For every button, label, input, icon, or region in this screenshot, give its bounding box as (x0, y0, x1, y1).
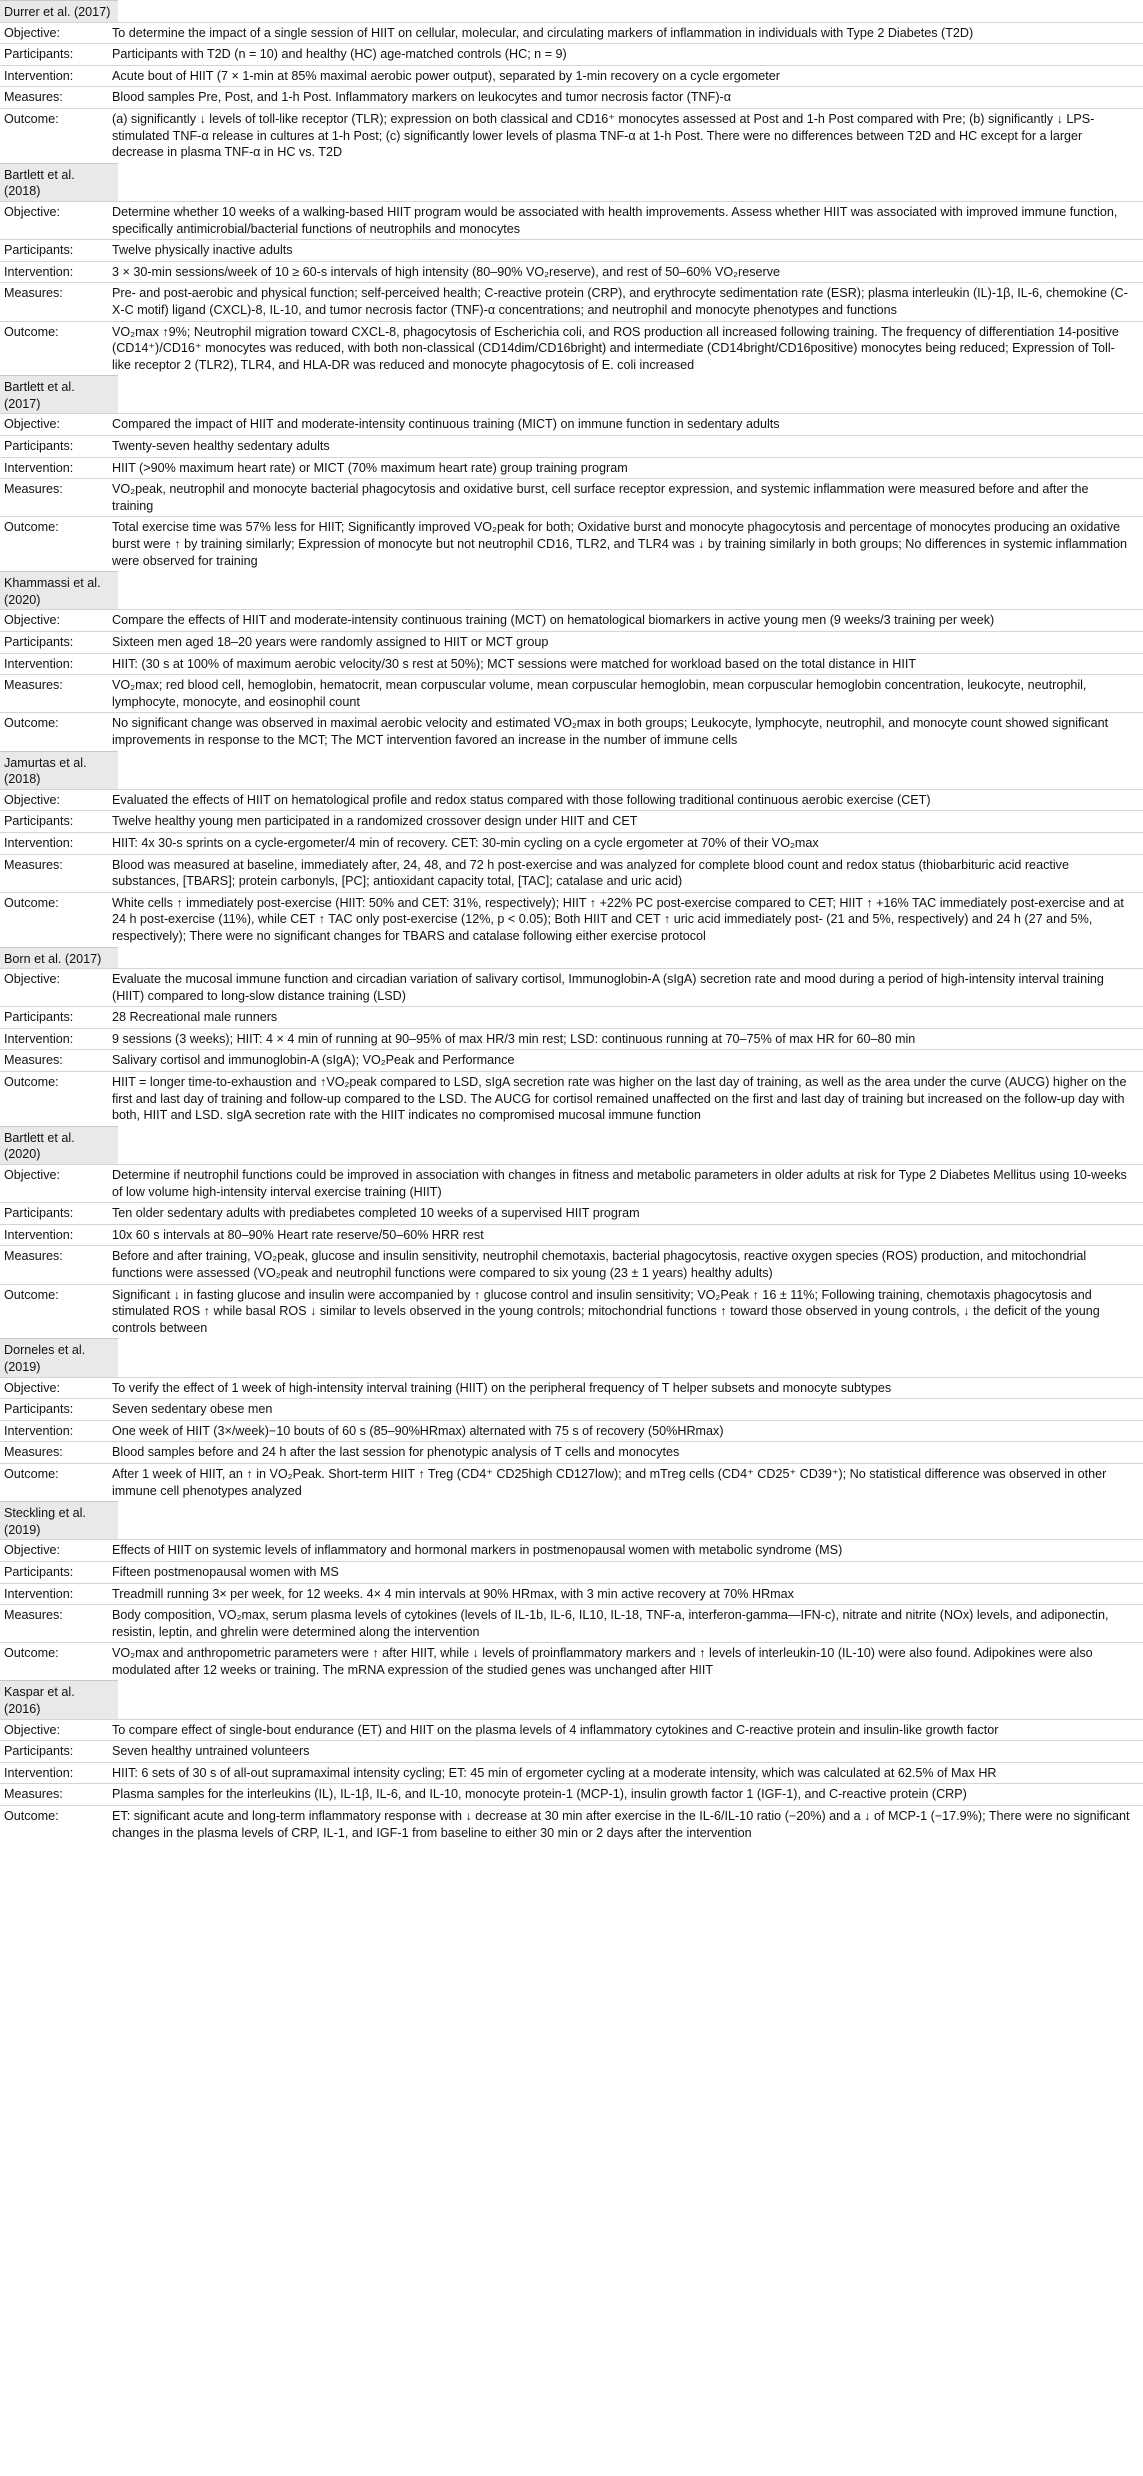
outcome-label: Outcome: (4, 1075, 59, 1090)
row-objective (0, 1377, 1143, 1399)
objective-text: To verify the effect of 1 week of high-intensity interval training (HIIT) on the peripheral frequency of T helper subsets and monocyte subtypes (112, 1380, 892, 1395)
intervention-label: Intervention: (4, 1586, 74, 1601)
intervention-text: Treadmill running 3× per week, for 12 weeks. 4× 4 min intervals at 90% HRmax, with 3 min active recovery at 70% HRmax (112, 1586, 794, 1601)
row-objective (0, 1539, 1143, 1561)
study-block (0, 1501, 1143, 1680)
row-participants (0, 1398, 1143, 1420)
outcome-text: No significant change was observed in maximal aerobic velocity and estimated VO₂max in both groups; Leukocyte, lymphocyte, neutrophil, and monocyte count showed significant improvements in response to the MCT; The MCT intervention favored an increase in the number of immune cells (112, 716, 1109, 747)
row-intervention (0, 653, 1143, 675)
row-intervention (0, 457, 1143, 479)
outcome-text: VO₂max and anthropometric parameters were ↑ after HIIT, while ↓ levels of proinflammatory markers and ↑ levels of interleukin-10 (IL-10) were also found. Adipokines were also modulated after 12 weeks or training. The mRNA expression of the studied genes was unchanged after HIIT (112, 1646, 1093, 1677)
measures-text: Plasma samples for the interleukins (IL), IL-1β, IL-6, and IL-10, monocyte protein-1 (MCP-1), insulin growth factor 1 (IGF-1), and C-reactive protein (CRP) (112, 1787, 967, 1802)
intervention-label: Intervention: (4, 1765, 74, 1780)
outcome-label: Outcome: (4, 716, 59, 731)
objective-label: Objective: (4, 1722, 60, 1737)
outcome-label: Outcome: (4, 1646, 59, 1661)
intervention-label: Intervention: (4, 264, 74, 279)
row-intervention (0, 261, 1143, 283)
study-block (0, 1338, 1143, 1501)
participants-text: Participants with T2D (n = 10) and healthy (HC) age-matched controls (HC; n = 9) (112, 47, 567, 62)
row-objective (0, 789, 1143, 811)
row-intervention (0, 832, 1143, 854)
participants-label: Participants: (4, 243, 74, 258)
row-measures (0, 1441, 1143, 1463)
row-outcome (0, 892, 1143, 947)
study-block (0, 571, 1143, 750)
objective-text: Compare the effects of HIIT and moderate-intensity continuous training (MCT) on hematological biomarkers in active young men (9 weeks/3 training per week) (112, 613, 995, 628)
measures-text: Pre- and post-aerobic and physical function; self-perceived health; C-reactive protein (CRP), and erythrocyte sedimentation rate (ESR); plasma interleukin (IL)-1β, IL-6, chemokine (C-X-C motif) ligand (CXCL)-8, IL-10, and tumor necrosis factor (TNF)-α concentrations; and neutrophil and monocyte phenotypes and functions (112, 286, 1128, 317)
study-title: Bartlett et al. (2018) (0, 163, 118, 201)
participants-text: Sixteen men aged 18–20 years were randomly assigned to HIIT or MCT group (112, 635, 549, 649)
participants-label: Participants: (4, 47, 74, 62)
row-participants (0, 1740, 1143, 1762)
intervention-text: HIIT: (30 s at 100% of maximum aerobic velocity/30 s rest at 50%); MCT sessions were matched for workload based on the total distance in HIIT (112, 656, 917, 671)
study-title: Bartlett et al. (2020) (0, 1126, 118, 1164)
row-measures (0, 1783, 1143, 1805)
intervention-label: Intervention: (4, 460, 74, 475)
row-objective (0, 201, 1143, 239)
objective-text: Determine whether 10 weeks of a walking-based HIIT program would be associated with health improvements. Assess whether HIIT was associated with improved immune function, specifically antimicrobial/bacterial functions of neutrophils and monocytes (112, 204, 1118, 236)
row-outcome (0, 1463, 1143, 1501)
objective-text: Effects of HIIT on systemic levels of inflammatory and hormonal markers in postmenopausal women with metabolic syndrome (MS) (112, 1543, 843, 1558)
outcome-label: Outcome: (4, 895, 59, 910)
study-block (0, 1126, 1143, 1339)
row-intervention (0, 1420, 1143, 1442)
objective-label: Objective: (4, 613, 60, 628)
outcome-text: Total exercise time was 57% less for HIIT; Significantly improved VO₂peak for both; Oxidative burst and monocyte phagocytosis and percentage of monocytes producing an oxidative burst were ↑ by training similarly; Expression of monocyte but not neutrophil CD16, TLR2, and TLR4 was ↓ by training similarly in both groups; No differences in systemic inflammation were observed for training (112, 520, 1127, 568)
participants-label: Participants: (4, 635, 74, 649)
objective-label: Objective: (4, 1380, 60, 1395)
outcome-label: Outcome: (4, 1287, 59, 1302)
objective-label: Objective: (4, 204, 60, 219)
measures-label: Measures: (4, 678, 63, 693)
objective-text: Determine if neutrophil functions could be improved in association with changes in fitness and metabolic parameters in older adults at risk for Type 2 Diabetes Mellitus using 10-weeks of low volume high-intensity interval exercise training (HIIT) (112, 1168, 1127, 1199)
outcome-label: Outcome: (4, 1809, 59, 1824)
measures-text: Blood samples before and 24 h after the last session for phenotypic analysis of T cells and monocytes (112, 1445, 680, 1460)
row-outcome (0, 1284, 1143, 1339)
study-title: Kaspar et al. (2016) (0, 1680, 118, 1718)
intervention-text: 3 × 30-min sessions/week of 10 ≥ 60-s intervals of high intensity (80–90% VO₂reserve), and rest of 50–60% VO₂reserve (112, 264, 781, 279)
row-intervention (0, 1583, 1143, 1605)
intervention-text: HIIT: 4x 30-s sprints on a cycle-ergometer/4 min of recovery. CET: 30-min cycling on a cycle ergometer at 70% of their VO₂max (112, 835, 819, 850)
study-title: Jamurtas et al. (2018) (0, 751, 118, 789)
participants-label: Participants: (4, 1206, 74, 1221)
outcome-label: Outcome: (4, 111, 59, 126)
intervention-text: HIIT: 6 sets of 30 s of all-out supramaximal intensity cycling; ET: 45 min of ergometer cycling at a moderate intensity, which was calculated at 62.5% of Max HR (112, 1765, 997, 1780)
intervention-label: Intervention: (4, 835, 74, 850)
row-participants (0, 631, 1143, 653)
study-block (0, 751, 1143, 947)
study-block (0, 1680, 1143, 1843)
row-outcome (0, 108, 1143, 163)
objective-label: Objective: (4, 972, 60, 987)
row-measures (0, 1604, 1143, 1642)
objective-label: Objective: (4, 1168, 60, 1183)
row-outcome (0, 1805, 1143, 1843)
participants-text: 28 Recreational male runners (112, 1010, 278, 1025)
objective-text: To compare effect of single-bout endurance (ET) and HIIT on the plasma levels of 4 inflammatory cytokines and C-reactive protein and insulin-like growth factor (112, 1722, 999, 1737)
measures-text: VO₂max; red blood cell, hemoglobin, hematocrit, mean corpuscular volume, mean corpuscular hemoglobin, mean corpuscular hemoglobin concentration, leukocyte, neutrophil, lymphocyte, monocyte, and eosinophil count (112, 678, 1087, 709)
participants-label: Participants: (4, 1010, 74, 1025)
row-measures (0, 86, 1143, 108)
participants-text: Twelve physically inactive adults (112, 243, 293, 258)
intervention-text: Acute bout of HIIT (7 × 1-min at 85% maximal aerobic power output), separated by 1-min recovery on a cycle ergometer (112, 68, 780, 83)
participants-label: Participants: (4, 1402, 74, 1417)
intervention-label: Intervention: (4, 68, 74, 83)
row-measures (0, 478, 1143, 516)
row-participants (0, 810, 1143, 832)
row-measures (0, 1049, 1143, 1071)
row-participants (0, 43, 1143, 65)
row-outcome (0, 712, 1143, 750)
participants-text: Seven healthy untrained volunteers (112, 1744, 310, 1759)
outcome-text: (a) significantly ↓ levels of toll-like receptor (TLR); expression on both classical and CD16⁺ monocytes assessed at Post and 1-h Post compared with Pre; (b) significantly ↓ LPS-stimulated TNF-α release in cultures at 1-h Post; (c) significantly lower levels of plasma TNF-α at 1-h Post. There were no differences between T2D and HC except for a larger decrease in plasma TNF-α in HC vs. T2D (112, 111, 1095, 160)
measures-label: Measures: (4, 286, 63, 301)
row-outcome (0, 1071, 1143, 1126)
study-block (0, 947, 1143, 1126)
row-measures (0, 282, 1143, 320)
measures-text: Body composition, VO₂max, serum plasma levels of cytokines (levels of IL-1b, IL-6, IL10, IL-18, TNF-a, interferon-gamma—IFN-c), nitrate and nitrite (NOx) levels, and adiponectin, resistin, leptin, and ghrelin were determined along the intervention (112, 1608, 1109, 1639)
measures-label: Measures: (4, 1053, 63, 1068)
intervention-label: Intervention: (4, 1423, 74, 1438)
objective-text: Evaluate the mucosal immune function and circadian variation of salivary cortisol, Immunoglobin-A (sIgA) secretion rate and mood during a period of high-intensity interval training (HIIT) compared to long-slow distance training (LSD) (112, 972, 1104, 1003)
measures-label: Measures: (4, 482, 63, 497)
objective-label: Objective: (4, 792, 60, 807)
row-participants (0, 1202, 1143, 1224)
objective-text: Compared the impact of HIIT and moderate-intensity continuous training (MICT) on immune function in sedentary adults (112, 417, 780, 432)
study-title: Khammassi et al. (2020) (0, 571, 118, 609)
measures-text: Blood was measured at baseline, immediately after, 24, 48, and 72 h post-exercise and was analyzed for complete blood count and redox status (thiobarbituric acid reactive substances, [TBARS]; protein carbonyls, [PC]; antioxidant capacity total, [TAC]; catalase and uric acid) (112, 857, 1069, 889)
study-title: Durrer et al. (2017) (0, 0, 118, 22)
intervention-label: Intervention: (4, 1031, 74, 1046)
study-title: Born et al. (2017) (0, 947, 118, 969)
outcome-text: VO₂max ↑9%; Neutrophil migration toward CXCL-8, phagocytosis of Escherichia coli, and ROS production all increased following training. The frequency of differentiation 14-positive (CD14⁺)/CD16⁺ monocytes was reduced, with both non-classical (CD14dim/CD16bright) and intermediate (CD14bright/CD16positive) monocytes being reduced; Expression of Toll-like receptor 2 (TLR2), TLR4, and HLA-DR was reduced and monocyte phagocytosis of E. coli increased (112, 324, 1119, 372)
measures-text: VO₂peak, neutrophil and monocyte bacterial phagocytosis and oxidative burst, cell surface receptor expression, and systemic inflammation were measured before and after the training (112, 482, 1089, 513)
study-block (0, 0, 1143, 163)
objective-text: Evaluated the effects of HIIT on hematological profile and redox status compared with those following traditional continuous aerobic exercise (CET) (112, 792, 931, 807)
row-intervention (0, 65, 1143, 87)
measures-label: Measures: (4, 857, 63, 872)
row-intervention (0, 1028, 1143, 1050)
outcome-text: After 1 week of HIIT, an ↑ in VO₂Peak. Short-term HIIT ↑ Treg (CD4⁺ CD25high CD127low); and mTreg cells (CD4⁺ CD25⁺ CD39⁺); No statistical difference was observed in other immune cell phenotypes analyzed (112, 1466, 1107, 1498)
intervention-text: 10x 60 s intervals at 80–90% Heart rate reserve/50–60% HRR rest (112, 1227, 484, 1242)
outcome-label: Outcome: (4, 520, 59, 535)
row-objective (0, 22, 1143, 44)
outcome-text: HIIT = longer time-to-exhaustion and ↑VO₂peak compared to LSD, sIgA secretion rate was higher on the last day of training, as well as the area under the curve (AUCG) higher on the first and last day of training and follow-up compared to the LSD. The AUCG for cortisol remained unaffected on the first and last day of training but increased on the follow-up day with both, HIIT and LSD. sIgA secretion rate with the HIIT indicates no compromised mucosal immune function (112, 1075, 1127, 1123)
row-intervention (0, 1762, 1143, 1784)
outcome-text: ET: significant acute and long-term inflammatory response with ↓ decrease at 30 min after exercise in the IL-6/IL-10 ratio (−20%) and a ↓ of MCP-1 (−17.9%); There were no significant changes in the plasma levels of CRP, IL-1, and IGF-1 from baseline to either 30 min or 2 days after the intervention (112, 1809, 1130, 1840)
row-objective (0, 1719, 1143, 1741)
participants-text: Twenty-seven healthy sedentary adults (112, 439, 330, 454)
row-objective (0, 609, 1143, 631)
intervention-label: Intervention: (4, 656, 74, 671)
participants-text: Seven sedentary obese men (112, 1402, 273, 1417)
study-title: Bartlett et al. (2017) (0, 375, 118, 413)
participants-label: Participants: (4, 1564, 74, 1579)
objective-text: To determine the impact of a single session of HIIT on cellular, molecular, and circulating markers of inflammation in individuals with Type 2 Diabetes (T2D) (112, 25, 974, 40)
outcome-text: White cells ↑ immediately post-exercise (HIIT: 50% and CET: 31%, respectively); HIIT ↑ +22% PC post-exercise compared to CET; HIIT ↑ +16% TAC immediately post-exercise and at 24 h post-exercise (11%), while CET ↑ TAC only post-exercise (12%, p < 0.05); Both HIIT and CET ↑ uric acid immediately post- (21 and 5%, respectively) and 24 h (27 and 5%, respectively); There were no significant changes for TBARS and catalase following either exercise protocol (112, 895, 1124, 943)
row-measures (0, 674, 1143, 712)
participants-label: Participants: (4, 1744, 74, 1759)
row-objective (0, 1164, 1143, 1202)
measures-label: Measures: (4, 90, 63, 105)
participants-label: Participants: (4, 814, 74, 829)
row-objective (0, 968, 1143, 1006)
study-block (0, 375, 1143, 571)
row-measures (0, 854, 1143, 892)
participants-text: Ten older sedentary adults with prediabetes completed 10 weeks of a supervised HIIT program (112, 1206, 640, 1221)
measures-label: Measures: (4, 1608, 63, 1623)
intervention-label: Intervention: (4, 1227, 74, 1242)
participants-text: Fifteen postmenopausal women with MS (112, 1564, 339, 1579)
objective-label: Objective: (4, 1543, 60, 1558)
intervention-text: 9 sessions (3 weeks); HIIT: 4 × 4 min of running at 90–95% of max HR/3 min rest; LSD: continuous running at 70–75% of max HR for 60–80 min (112, 1031, 916, 1046)
row-outcome (0, 321, 1143, 376)
row-outcome (0, 1642, 1143, 1680)
participants-text: Twelve healthy young men participated in a randomized crossover design under HIIT and CET (112, 814, 638, 829)
row-objective (0, 413, 1143, 435)
outcome-label: Outcome: (4, 324, 59, 339)
measures-text: Before and after training, VO₂peak, glucose and insulin sensitivity, neutrophil chemotaxis, bacterial phagocytosis, reactive oxygen species (ROS) production, and mitochondrial functions were assessed (VO₂peak and neutrophil functions were compared to six young (23 ± 1 years) healthy adults) (112, 1249, 1087, 1280)
outcome-text: Significant ↓ in fasting glucose and insulin were accompanied by ↑ glucose control and insulin sensitivity; VO₂Peak ↑ 16 ± 11%; Following training, chemotaxis phagocytosis and stimulated ROS ↑ while basal ROS ↓ similar to levels observed in the young controls; mitochondrial functions ↑ toward those observed in young controls, ↓ the deficit of the young controls between (112, 1287, 1100, 1335)
objective-label: Objective: (4, 25, 60, 40)
row-participants (0, 435, 1143, 457)
row-participants (0, 1006, 1143, 1028)
row-intervention (0, 1224, 1143, 1246)
outcome-label: Outcome: (4, 1466, 59, 1481)
row-participants (0, 239, 1143, 261)
row-participants (0, 1561, 1143, 1583)
study-title: Steckling et al. (2019) (0, 1501, 118, 1539)
measures-label: Measures: (4, 1445, 63, 1460)
measures-label: Measures: (4, 1249, 63, 1264)
study-title: Dorneles et al. (2019) (0, 1338, 118, 1376)
intervention-text: One week of HIIT (3×/week)−10 bouts of 60 s (85–90%HRmax) alternated with 75 s of recovery (50%HRmax) (112, 1423, 724, 1438)
study-block (0, 163, 1143, 376)
participants-label: Participants: (4, 439, 74, 454)
measures-label: Measures: (4, 1787, 63, 1802)
measures-text: Blood samples Pre, Post, and 1-h Post. Inflammatory markers on leukocytes and tumor necrosis factor (TNF)-α (112, 90, 732, 105)
row-measures (0, 1245, 1143, 1283)
measures-text: Salivary cortisol and immunoglobin-A (sIgA); VO₂Peak and Performance (112, 1053, 515, 1068)
objective-label: Objective: (4, 417, 60, 432)
row-outcome (0, 516, 1143, 571)
intervention-text: HIIT (>90% maximum heart rate) or MICT (70% maximum heart rate) group training program (112, 460, 628, 475)
